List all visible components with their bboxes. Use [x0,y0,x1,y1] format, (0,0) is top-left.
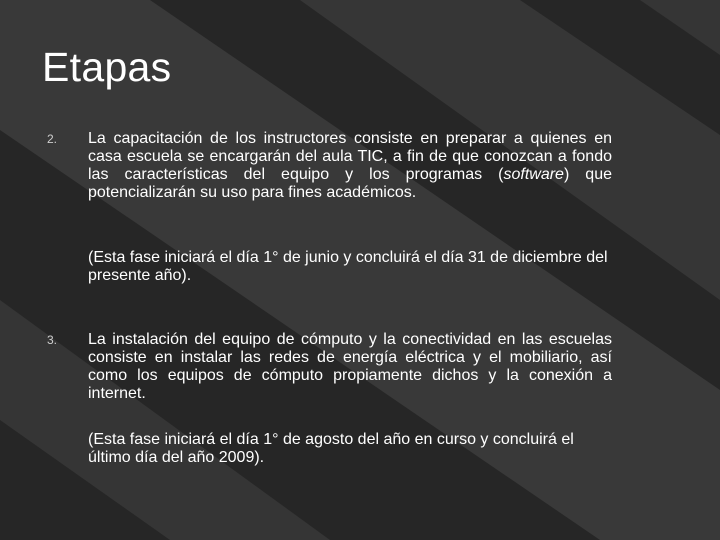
item-number: 3. [47,333,58,347]
item-text-end: ) que potencializarán su uso para fines académicos. [88,166,612,201]
item-text-start: La capacitación de los instructores consiste en preparar a quienes en casa escuela se encargarán del aula TIC, a fin de que conozcan a fondo las características del equipo y los programas ( [88,130,612,183]
item-text-italic: software [503,166,564,183]
item-text [88,130,612,202]
item-note: (Esta fase iniciará el día 1° de agosto del año en curso y concluirá el último día del año 2009). [88,431,574,466]
item-note: (Esta fase iniciará el día 1° de junio y concluirá el día 31 de diciembre del presente año). [88,249,608,284]
slide-title: Etapas [42,44,172,90]
item-number: 2. [47,132,58,146]
item-text: La instalación del equipo de cómputo y la conectividad en las escuelas consiste en instalar las redes de energía eléctrica y el mobiliario, así como los equipos de cómputo propiamente dichos y la conexión a internet. [88,331,612,402]
